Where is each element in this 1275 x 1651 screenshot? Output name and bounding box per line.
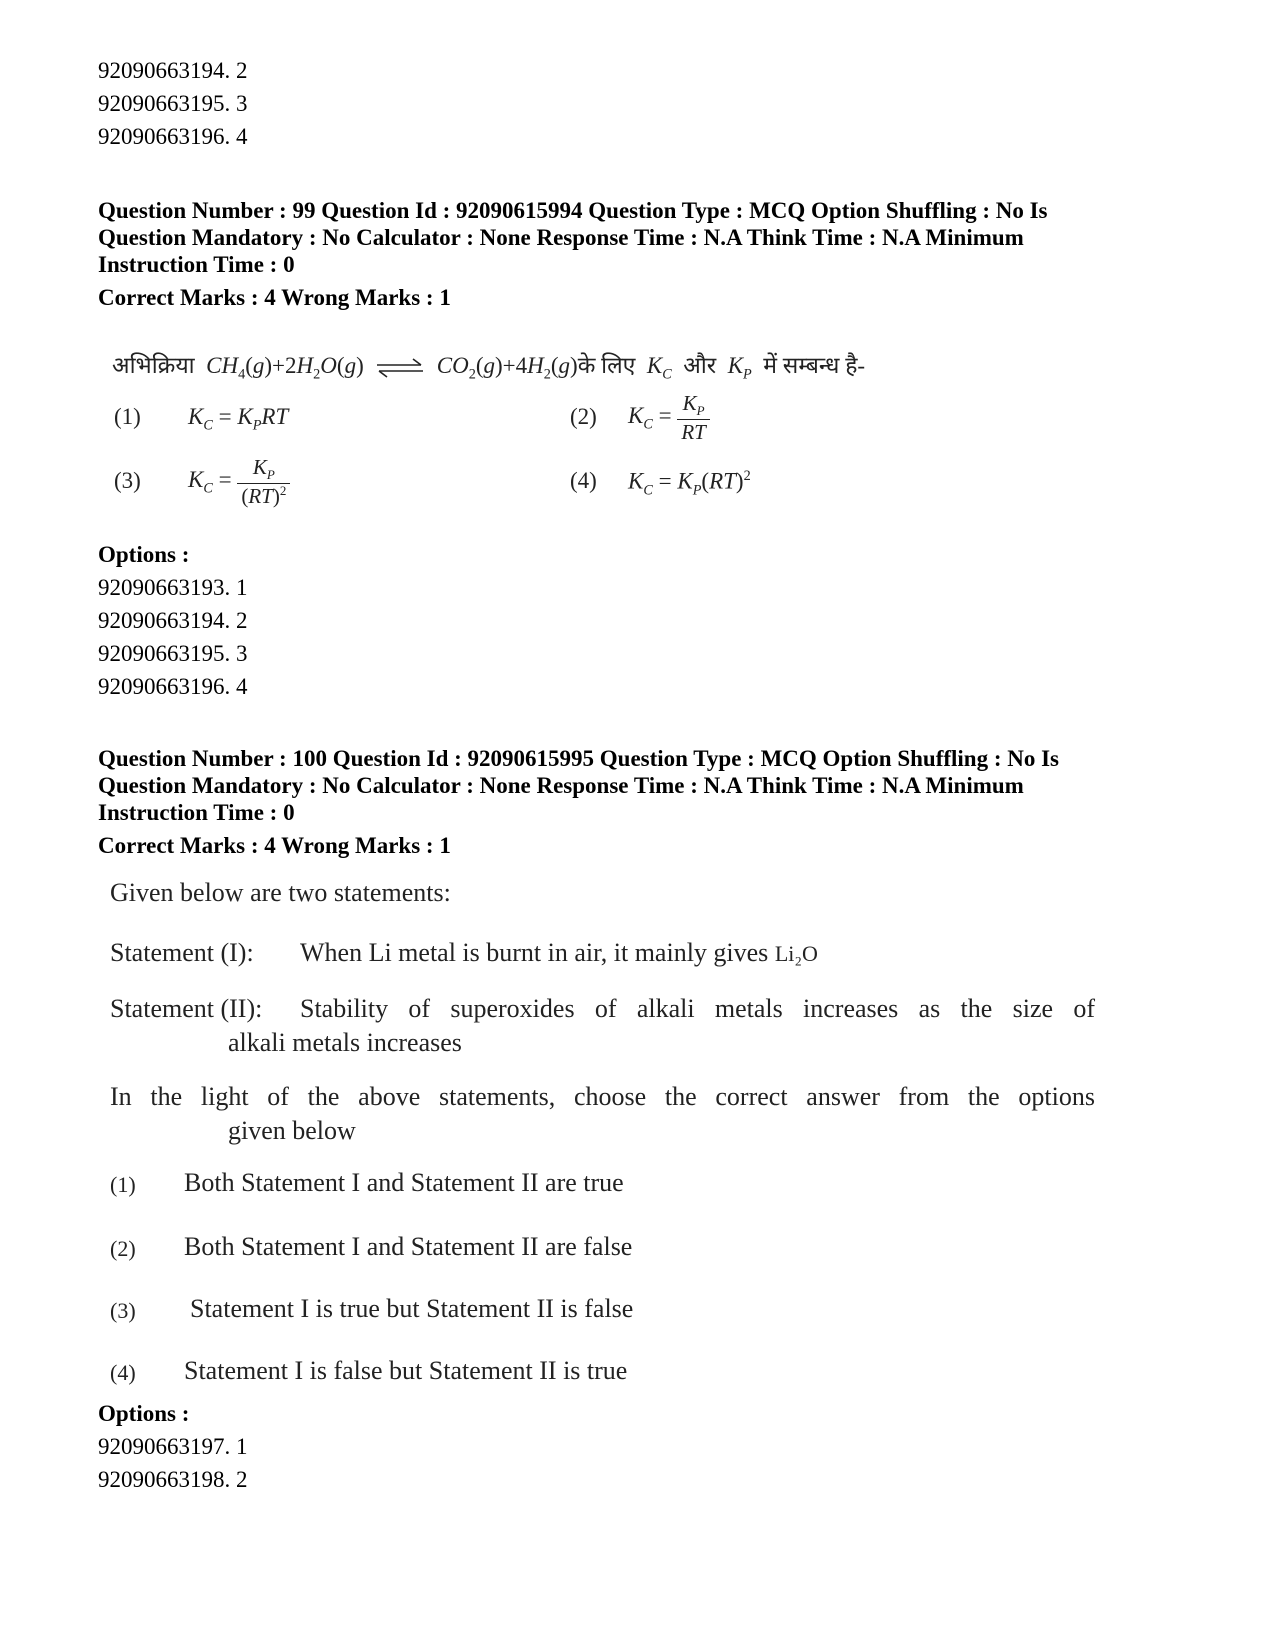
option-line: 92090663198. 2 <box>98 1467 248 1492</box>
q99-choice-num: (3) <box>114 468 141 493</box>
q100-options-label: Options : <box>98 1401 190 1426</box>
q100-choice-num: (3) <box>110 1298 136 1323</box>
q100-statement-2-line-1 <box>300 994 1095 1024</box>
q100-choice-num: (4) <box>110 1360 136 1385</box>
option-line: 92090663196. 4 <box>98 124 248 149</box>
q100-marks: Correct Marks : 4 Wrong Marks : 1 <box>98 833 451 858</box>
q100-intro: Given below are two statements: <box>110 878 451 907</box>
q99-choice-num: (4) <box>570 468 597 493</box>
q99-header-line-1: Question Number : 99 Question Id : 92090615994 Question Type : MCQ Option Shuffling : No Is <box>98 198 1048 223</box>
q99-choice-expr: $K_C$ = $\frac{K_P}{RT}$ <box>628 392 710 444</box>
q99-choice-num: (1) <box>114 404 141 429</box>
q100-statement-2-text-1: Stability of superoxides of alkali metals increases as the size of <box>300 994 1095 1023</box>
q100-header-line-1: Question Number : 100 Question Id : 92090615995 Question Type : MCQ Option Shuffling : No Is <box>98 746 1060 771</box>
q100-instruction-line-2: given below <box>228 1116 356 1145</box>
q99-marks: Correct Marks : 4 Wrong Marks : 1 <box>98 285 451 310</box>
q100-statement-2-line-2: alkali metals increases <box>228 1028 462 1057</box>
option-line: 92090663194. 2 <box>98 58 248 83</box>
option-line: 92090663194. 2 <box>98 608 248 633</box>
equilibrium-arrow-icon <box>375 358 425 378</box>
option-line: 92090663195. 3 <box>98 91 248 116</box>
q99-question-image <box>0 340 1275 530</box>
q99-question-stem: अभिक्रिया $CH_4(g)+2H_2O(g)$ $CO_2(g)+4H_2(g)के$ लिए $K_C$ और $K_P$ में सम्बन्ध है- <box>112 353 866 383</box>
q100-header-line-2: Question Mandatory : No Calculator : None Response Time : N.A Think Time : N.A Minimum <box>98 773 1024 798</box>
q100-statement-2-label: Statement (II): <box>110 994 263 1023</box>
option-line: 92090663193. 1 <box>98 575 248 600</box>
q100-header-line-3: Instruction Time : 0 <box>98 800 295 825</box>
q100-instruction-line-1 <box>110 1082 1095 1112</box>
q99-tail: में सम्बन्ध है- <box>763 353 866 378</box>
option-line: 92090663196. 4 <box>98 674 248 699</box>
q99-choice-expr: $K_C$ = $\frac{K_P}{(RT)^2}$ <box>188 456 290 508</box>
q100-statement-1-text: When Li metal is burnt in air, it mainly gives <box>300 938 769 967</box>
q100-choice-text: Statement I is true but Statement II is false <box>190 1294 634 1323</box>
q100-question-image <box>0 870 1275 1410</box>
q100-choice-num: (1) <box>110 1172 136 1197</box>
q100-instruction-text-1: In the light of the above statements, choose the correct answer from the options <box>110 1082 1095 1111</box>
q99-header-line-3: Instruction Time : 0 <box>98 252 295 277</box>
q100-statement-1 <box>300 938 818 968</box>
q100-statement-1-label: Statement (I): <box>110 938 254 967</box>
q99-options-label: Options : <box>98 542 190 567</box>
q100-choice-text: Both Statement I and Statement II are false <box>184 1232 633 1261</box>
q100-choice-text: Both Statement I and Statement II are true <box>184 1168 624 1197</box>
option-line: 92090663197. 1 <box>98 1434 248 1459</box>
q99-header-line-2: Question Mandatory : No Calculator : None Response Time : N.A Think Time : N.A Minimum <box>98 225 1024 250</box>
q99-suffix: के लिए <box>577 353 636 378</box>
q100-choice-num: (2) <box>110 1236 136 1261</box>
q99-choice-expr: $K_C = K_P(RT)^2$ <box>628 468 751 499</box>
q99-and: और <box>683 353 717 378</box>
q100-statement-1-formula: Li₂O <box>774 941 818 966</box>
q99-prefix: अभिक्रिया <box>112 353 195 378</box>
q99-choice-expr: $K_C = K_PRT$ <box>188 404 289 434</box>
option-line: 92090663195. 3 <box>98 641 248 666</box>
q99-choice-num: (2) <box>570 404 597 429</box>
q100-choice-text: Statement I is false but Statement II is true <box>184 1356 628 1385</box>
